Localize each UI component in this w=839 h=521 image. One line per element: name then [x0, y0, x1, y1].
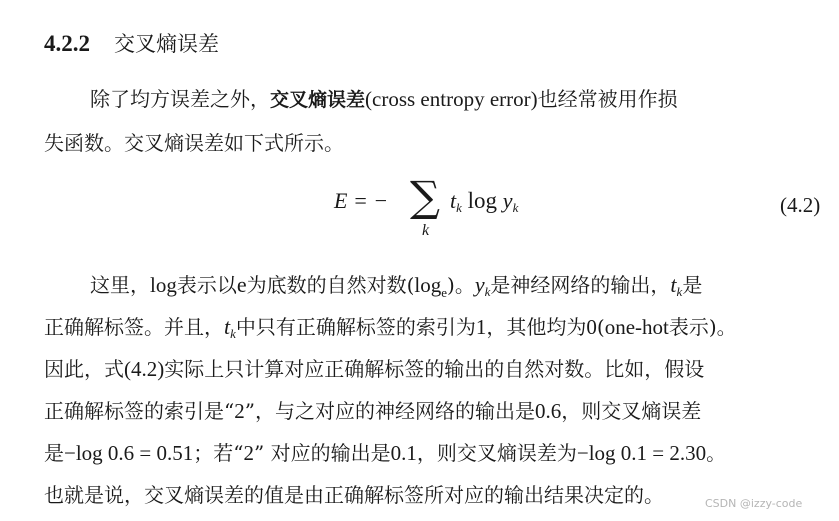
paragraph-2-line-4 — [44, 392, 701, 430]
text-run: ，其他均为 — [486, 315, 587, 339]
text-run: ( — [596, 315, 605, 339]
subscript-k: k — [484, 284, 491, 299]
var-t: t — [450, 188, 457, 213]
equation-lhs-text: E = − — [334, 188, 389, 213]
text-run: 也经常被用作损 — [537, 87, 678, 111]
section-heading — [44, 26, 219, 63]
text-run: 为底数的自然对数( — [246, 273, 415, 297]
paragraph-2-line-6: 也就是说，交叉熵误差的值是由正确解标签所对应的输出结果决定的。 — [44, 483, 664, 507]
var-y: y — [502, 188, 513, 213]
paragraph-2-line-2 — [44, 308, 737, 346]
english-term: (cross entropy error) — [365, 87, 538, 111]
equation-4-2 — [334, 172, 594, 248]
var-e: e — [236, 272, 247, 297]
paragraph-2-line-5 — [44, 434, 726, 472]
subscript-k: k — [456, 200, 462, 215]
section-number: 4.2.2 — [44, 31, 90, 56]
subscript-k: k — [512, 200, 519, 215]
subscript-k: k — [230, 326, 236, 341]
log-operator: log — [414, 273, 442, 297]
var-t: t — [224, 314, 231, 339]
text-run: ”，与之对应的神经网络的输出是 — [244, 399, 535, 423]
equation-rhs — [450, 184, 518, 225]
text-run: 是神经网络的输出， — [490, 273, 671, 297]
text-run: 表示)。 — [668, 315, 737, 339]
text-run: 正确解标签。并且， — [44, 315, 224, 339]
number: 2 — [243, 441, 255, 465]
english-term: one-hot — [604, 315, 669, 339]
text-run: 。 — [706, 441, 727, 465]
text-run: 中只有正确解标签的索引为 — [235, 315, 476, 339]
var-t: t — [670, 272, 677, 297]
text-run: 这里， — [90, 273, 150, 297]
paragraph-2-line-1 — [90, 266, 702, 304]
paragraph-2-line-3 — [44, 350, 704, 388]
number: 0.1 — [390, 441, 417, 465]
text-run: ；若“ — [193, 441, 244, 465]
text-run: 表示以 — [176, 273, 237, 297]
subscript-e: e — [441, 285, 448, 300]
watermark: CSDN @izzy-code — [705, 497, 803, 510]
number: 1 — [475, 315, 487, 339]
math-expression: −log 0.6 = 0.51 — [64, 441, 194, 465]
section-title: 交叉熵误差 — [114, 32, 219, 56]
var-y: y — [474, 272, 485, 297]
text-run: ，则交叉熵误差 — [561, 399, 702, 423]
log-operator: log — [150, 273, 177, 297]
text-run: 正确解标签的索引是“ — [44, 399, 235, 423]
summation-index: k — [422, 222, 430, 239]
text-run: 实际上只计算对应正确解标签的输出的自然对数。比如，假设 — [164, 357, 705, 381]
subscript-k: k — [676, 284, 683, 299]
summation-symbol: ∑ — [410, 172, 440, 221]
paragraph-1-line-2: 失函数。交叉熵误差如下式所示。 — [44, 131, 344, 155]
equation-reference: (4.2) — [124, 357, 165, 381]
number: 0 — [586, 315, 597, 339]
math-expression: −log 0.1 = 2.30 — [576, 441, 707, 465]
text-run: 是 — [682, 273, 703, 297]
number: 0.6 — [534, 399, 562, 423]
text-run: 因此，式 — [44, 357, 124, 381]
equation-lhs — [334, 184, 388, 218]
equation-number: (4.2) — [780, 193, 821, 217]
text-run: ” 对应的输出是 — [254, 441, 391, 465]
number: 2 — [234, 399, 245, 423]
text-run: )。 — [447, 273, 475, 297]
text-run: 是 — [44, 441, 64, 465]
paragraph-1-line-1 — [90, 80, 678, 118]
text-run: 除了均方误差之外， — [90, 87, 270, 111]
log-operator: log — [461, 188, 503, 213]
text-run: ，则交叉熵误差为 — [416, 441, 577, 465]
bold-term: 交叉熵误差 — [270, 89, 366, 111]
